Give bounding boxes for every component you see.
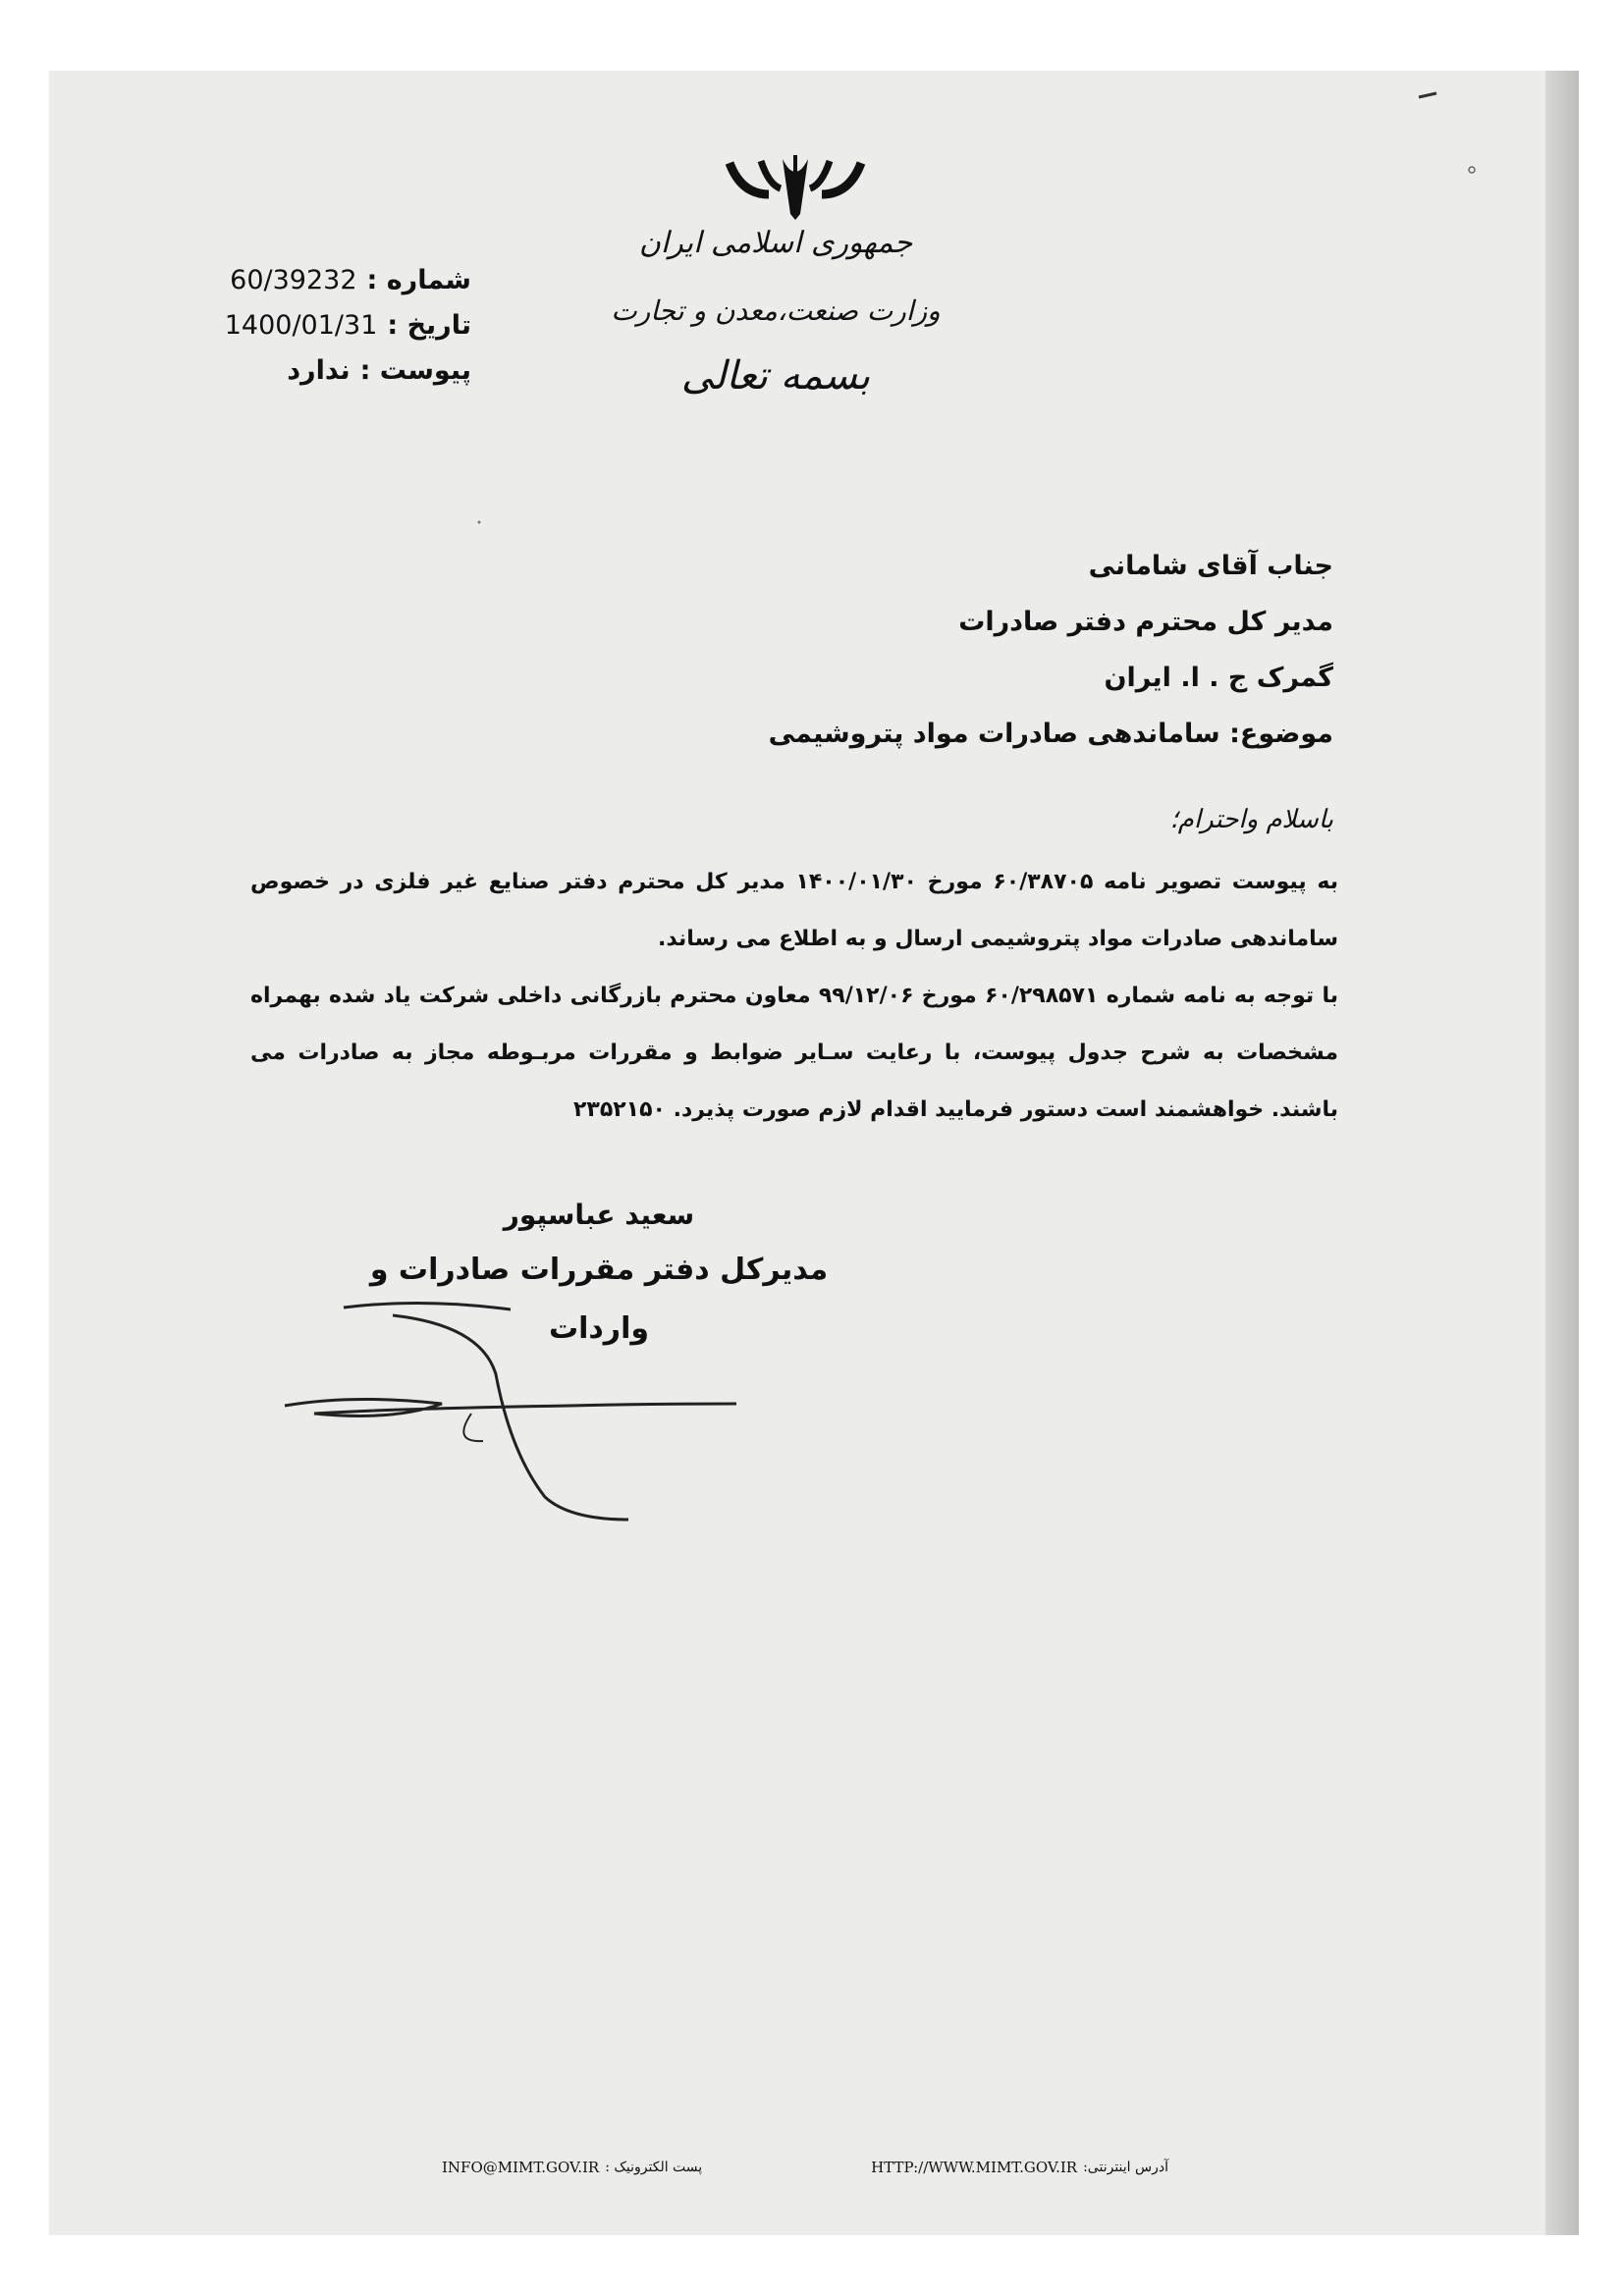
addressee-organization: گمرک ج . ا. ایران xyxy=(1104,663,1333,693)
signatory-name: سعید عباسپور xyxy=(503,1199,695,1231)
website-label: آدرس اینترنتی: xyxy=(1083,2160,1168,2175)
number-label: شماره : xyxy=(366,264,471,295)
body-paragraph-2: با توجه به نامه شماره ۶۰/۲۹۸۵۷۱ مورخ ۹۹/۱۲/۰۶ معاون محترم بازرگانی داخلی شرکت یاد شده بهمراه مشخصات به شرح جدول پیوست، با رعایت سـایر ضوابط و مقررات مربـوطه مجاز به صادرات می باشند. خواهشمند است دستور فرمایید اقدام لازم صورت پذیرد. ۲۳۵۲۱۵۰ xyxy=(250,984,1338,1122)
scan-shadow-edge xyxy=(1545,71,1579,2235)
letter-subject: موضوع: ساماندهی صادرات مواد پتروشیمی xyxy=(768,719,1333,749)
signatory-title: مدیرکل دفتر مقررات صادرات و واردات xyxy=(369,1253,829,1346)
country-name: جمهوری اسلامی ایران xyxy=(638,226,913,260)
attachment-label: پیوست : xyxy=(359,354,471,386)
email-link[interactable]: INFO@MIMT.GOV.IR xyxy=(442,2159,600,2176)
invocation: بسمه تعالی xyxy=(680,353,871,399)
letter-number-row xyxy=(147,257,471,302)
attachment-value: ندارد xyxy=(287,354,351,386)
addressee-title: مدیر کل محترم دفتر صادرات xyxy=(958,607,1333,637)
handwritten-signature xyxy=(275,1296,756,1522)
letter-date-row xyxy=(147,302,471,347)
footer-email xyxy=(442,2159,702,2176)
ministry-name: وزارت صنعت،معدن و تجارت xyxy=(611,294,941,327)
website-link[interactable]: HTTP://WWW.MIMT.GOV.IR xyxy=(871,2159,1078,2176)
body-paragraph-1: به پیوست تصویر نامه ۶۰/۳۸۷۰۵ مورخ ۱۴۰۰/۰۱/۳۰ مدیر کل محترم دفتر صنایع غیر فلزی در خصوص ساماندهی صادرات مواد پتروشیمی ارسال و به اطلاع می رساند. xyxy=(250,870,1338,951)
letter-attachment-row xyxy=(147,347,471,393)
addressee-name: جناب آقای شامانی xyxy=(1088,551,1333,581)
letter-meta xyxy=(147,257,471,393)
signatory-block xyxy=(324,1190,874,1346)
letter-body xyxy=(250,854,1338,1139)
number-value: 60/39232 xyxy=(230,264,357,295)
footer-website xyxy=(871,2159,1168,2176)
page-footer xyxy=(442,2156,1168,2179)
greeting: باسلام واحترام؛ xyxy=(1169,805,1333,834)
date-value: 1400/01/31 xyxy=(224,309,378,341)
iran-emblem-icon xyxy=(722,155,869,224)
addressee-block xyxy=(769,538,1333,762)
email-label: پست الکترونیک : xyxy=(605,2160,703,2175)
date-label: تاریخ : xyxy=(387,309,471,341)
